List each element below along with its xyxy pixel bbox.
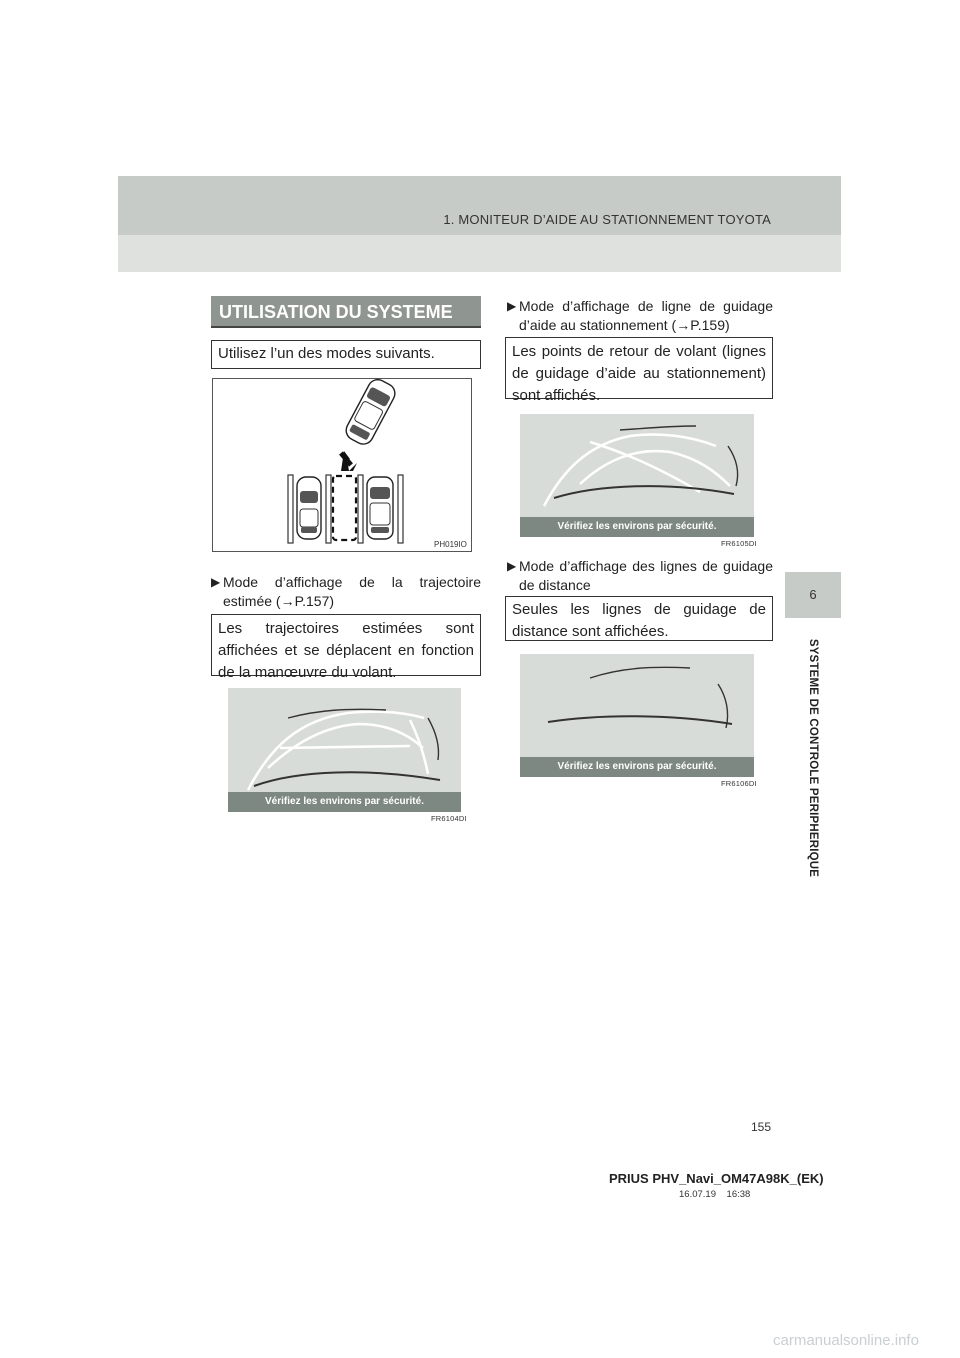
page-number: 155 bbox=[751, 1120, 772, 1134]
intro-box: Utilisez l’un des modes suivants. bbox=[211, 340, 481, 369]
document-date: 16.07.19 bbox=[679, 1189, 716, 1200]
document-timestamp bbox=[679, 1189, 750, 1200]
figure3-code: FR6105DI bbox=[721, 539, 757, 548]
bullet-triangle-icon: ▶ bbox=[507, 559, 517, 573]
guide-svg bbox=[520, 414, 754, 517]
mode3-line2: de distance bbox=[519, 577, 591, 593]
mode1-line2: estimée (→P.157) bbox=[223, 593, 335, 609]
mode2-line1: Mode d’affichage de ligne de guidage bbox=[519, 298, 773, 314]
mode2-box: Les points de retour de volant (lignes de guidage d’aide au stationnement) sont affichés. bbox=[505, 337, 773, 399]
mode2-bullet bbox=[507, 297, 773, 335]
trajectory-svg bbox=[228, 688, 461, 792]
figure2-code: FR6104DI bbox=[431, 814, 467, 823]
mode1-bullet bbox=[211, 573, 481, 611]
page-header bbox=[118, 176, 841, 272]
figure3-caption: Vérifiez les environs par sécurité. bbox=[520, 517, 754, 537]
figure2-caption: Vérifiez les environs par sécurité. bbox=[228, 792, 461, 812]
chapter-tab: 6 bbox=[785, 572, 841, 618]
chapter-title: SYSTEME DE CONTROLE PERIPHERIQUE bbox=[807, 638, 819, 878]
stall-line bbox=[326, 475, 331, 543]
mode1-box: Les trajectoires estimées sont affichées et se déplacent en fonction de la manœuvre du volant. bbox=[211, 614, 481, 676]
target-space bbox=[333, 476, 356, 540]
bullet-triangle-icon: ▶ bbox=[507, 299, 517, 313]
header-title: 1. MONITEUR D’AIDE AU STATIONNEMENT TOYOTA bbox=[443, 212, 771, 227]
camera-figure-trajectory bbox=[228, 688, 461, 812]
mode3-bullet bbox=[507, 557, 773, 595]
stall-line bbox=[288, 475, 293, 543]
document-id: PRIUS PHV_Navi_OM47A98K_(EK) bbox=[609, 1171, 824, 1186]
figure1-code: PH019IO bbox=[434, 540, 467, 549]
parking-illustration bbox=[212, 378, 472, 552]
stall-line bbox=[398, 475, 403, 543]
parked-car-right bbox=[367, 477, 393, 539]
figure4-code: FR6106DI bbox=[721, 779, 757, 788]
section-heading: UTILISATION DU SYSTEME bbox=[211, 296, 481, 328]
figure4-caption: Vérifiez les environs par sécurité. bbox=[520, 757, 754, 777]
parking-svg bbox=[213, 379, 471, 551]
chapter-title-vertical bbox=[802, 630, 824, 886]
maneuvering-car bbox=[343, 379, 399, 448]
distance-svg bbox=[520, 654, 754, 757]
watermark: carmanualsonline.info bbox=[773, 1332, 919, 1349]
mode3-box: Seules les lignes de guidage de distance sont affichées. bbox=[505, 596, 773, 641]
mode3-line1: Mode d’affichage des lignes de guidage bbox=[519, 558, 773, 574]
camera-figure-guide bbox=[520, 414, 754, 537]
camera-figure-distance bbox=[520, 654, 754, 777]
bullet-triangle-icon: ▶ bbox=[211, 575, 221, 589]
mode2-line2: d’aide au stationnement (→P.159) bbox=[519, 317, 730, 333]
mode1-line1: Mode d’affichage de la trajectoire bbox=[223, 574, 481, 590]
document-time: 16:38 bbox=[726, 1189, 751, 1200]
parked-car-left bbox=[297, 477, 321, 539]
stall-line bbox=[358, 475, 363, 543]
